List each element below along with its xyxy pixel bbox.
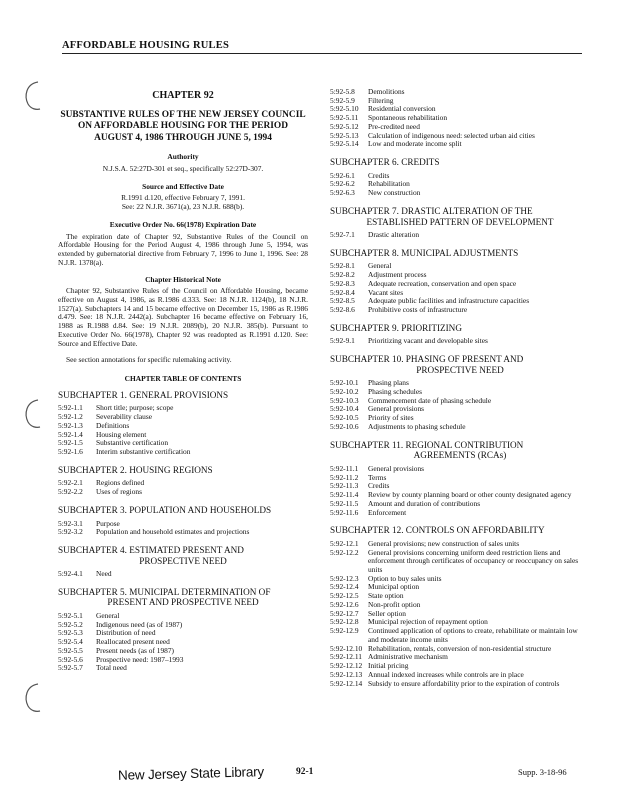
- subchapter-title-continued: PRESENT AND PROSPECTIVE NEED: [107, 597, 259, 608]
- section-title: Non-profit option: [368, 599, 421, 609]
- toc-section-row: [330, 509, 590, 518]
- section-number: 5:92-8.1: [330, 261, 355, 271]
- section-title: Demolitions: [368, 87, 405, 96]
- section-number: 5:92-8.2: [330, 270, 355, 280]
- section-number: 5:92-5.4: [58, 637, 83, 647]
- toc-section-row: [330, 680, 590, 689]
- chapter-title: CHAPTER 92: [152, 90, 214, 101]
- section-title: New construction: [368, 188, 421, 198]
- exec-order-heading: Executive Order No. 66(1978) Expiration Date: [109, 219, 257, 229]
- section-title: Filtering: [368, 95, 394, 105]
- section-title: Pre-credited need: [368, 121, 420, 131]
- section-number: 5:92-7.1: [330, 230, 355, 240]
- source-text-2: See: 22 N.J.R. 3671(a), 23 N.J.R. 688(b).: [121, 202, 245, 212]
- section-number: 5:92-1.6: [58, 447, 83, 457]
- section-title: Severability clause: [96, 412, 153, 422]
- section-number: 5:92-12.9: [330, 626, 359, 636]
- section-number: 5:92-10.1: [330, 378, 359, 388]
- page-number: 92-1: [296, 767, 314, 777]
- running-header: AFFORDABLE HOUSING RULES: [62, 40, 582, 54]
- subchapter-title: SUBCHAPTER 4. ESTIMATED PRESENT AND: [58, 544, 244, 555]
- section-number: 5:92-6.3: [330, 188, 355, 198]
- section-title: Low and moderate income split: [368, 139, 462, 149]
- section-number: 5:92-11.2: [330, 472, 359, 482]
- section-number: 5:92-12.12: [330, 661, 363, 671]
- section-title: Vacant sites: [368, 287, 404, 297]
- section-title: General provisions: [368, 463, 425, 473]
- section-number: 5:92-5.7: [58, 663, 83, 673]
- toc-section-row: [58, 570, 308, 579]
- section-title: General provisions: [368, 404, 425, 414]
- toc-section-row: [58, 664, 308, 673]
- continued-section-list: [330, 88, 590, 149]
- section-title: Residential conversion: [368, 104, 436, 114]
- section-number: 5:92-5.14: [330, 139, 359, 149]
- section-title: Need: [96, 569, 112, 579]
- section-number: 5:92-11.6: [330, 507, 359, 517]
- toc-section-row: [330, 231, 590, 240]
- section-number: 5:92-6.2: [330, 179, 355, 189]
- section-title: General provisions concerning uniform deed restriction liens and enforcement through certificates of occupancy or reoccupancy on sales units: [368, 547, 579, 575]
- section-number: 5:92-11.4: [330, 490, 359, 500]
- section-number: 5:92-5.2: [58, 619, 83, 629]
- authority-heading: Authority: [167, 152, 199, 162]
- section-number: 5:92-1.5: [58, 438, 83, 448]
- section-title: Administrative mechanism: [368, 652, 448, 662]
- section-title: Purpose: [96, 518, 120, 528]
- subchapter-title-continued: PROSPECTIVE NEED: [139, 555, 227, 566]
- section-title: Rehabilitation: [368, 179, 410, 189]
- section-number: 5:92-10.2: [330, 387, 359, 396]
- subchapter-heading: [330, 525, 590, 536]
- subchapter-heading: [330, 248, 590, 259]
- subchapter-title: SUBCHAPTER 1. GENERAL PROVISIONS: [58, 389, 229, 400]
- section-title: Indigenous need (as of 1987): [96, 619, 183, 629]
- section-title: Regions defined: [96, 478, 145, 488]
- section-number: 5:92-2.1: [58, 478, 83, 488]
- section-title: General provisions; new construction of sales units: [368, 538, 520, 548]
- section-number: 5:92-12.10: [330, 643, 363, 653]
- section-title: State option: [368, 591, 404, 601]
- section-title: General: [96, 611, 120, 621]
- section-number: 5:92-1.2: [58, 412, 83, 422]
- section-title: Calculation of indigenous need: selected urban aid cities: [368, 130, 535, 140]
- section-number: 5:92-10.3: [330, 395, 359, 405]
- toc-section-row: [330, 189, 590, 198]
- section-number: 5:92-12.8: [330, 617, 359, 627]
- toc-section-row: [330, 337, 590, 346]
- section-title: Population and household estimates and projections: [96, 527, 250, 537]
- section-title: Municipal rejection of repayment option: [368, 617, 488, 627]
- subchapter-title-continued: PROSPECTIVE NEED: [416, 364, 504, 375]
- exec-order-text: The expiration date of Chapter 92, Substantive Rules of the Council on Affordable Housing for the Period August 4, 1986 through June 5, 1994, was extended by gubernatorial directive from February 7, 1996 to June 1, 1996. See: 28 N.J.R. 1378(a).: [58, 231, 308, 267]
- section-number: 5:92-10.5: [330, 413, 359, 423]
- section-number: 5:92-2.2: [58, 487, 83, 497]
- section-title: Option to buy sales units: [368, 573, 442, 583]
- section-title: Distribution of need: [96, 628, 156, 638]
- subchapter-title: SUBCHAPTER 2. HOUSING REGIONS: [58, 464, 213, 475]
- section-number: 5:92-5.10: [330, 104, 359, 114]
- section-title: Initial pricing: [368, 661, 409, 671]
- toc-section-row: [330, 306, 590, 315]
- toc-heading: CHAPTER TABLE OF CONTENTS: [124, 374, 242, 384]
- subchapter-title: SUBCHAPTER 3. POPULATION AND HOUSEHOLDS: [58, 504, 272, 515]
- section-number: 5:92-12.2: [330, 547, 359, 557]
- source-text-1: R.1991 d.120, effective February 7, 1991.: [121, 193, 245, 203]
- section-number: 5:92-1.1: [58, 403, 83, 413]
- section-title: Substantive certification: [96, 438, 169, 448]
- section-title: Seller option: [368, 608, 406, 618]
- section-title: Present needs (as of 1987): [96, 645, 174, 655]
- section-number: 5:92-3.2: [58, 527, 83, 537]
- section-number: 5:92-10.6: [330, 421, 359, 431]
- historical-note-text: Chapter 92, Substantive Rules of the Council on Affordable Housing, became effective on August 4, 1986, as R.1986 d.333. See: 18 N.J.R. 1124(b), 18 N.J.R. 1527(a). Subchapters 14 and 15 became effective on December 15, 1986 as R.1986 d.479. See: 18 N.J.R. 2442(a). Subchapter 16 became effective on February 16, 1988 as R.1988 d.84. See: 19 N.J.R. 2089(b), 20 N.J.R. 385(b). Pursuant to Executive Order No. 66(1978), Chapter 92 was readopted as R.1991 d.120. See: Source and Effective Date.: [58, 286, 308, 348]
- section-number: 5:92-9.1: [330, 336, 355, 346]
- left-column: [58, 90, 308, 673]
- section-number: 5:92-4.1: [58, 569, 83, 579]
- section-number: 5:92-1.3: [58, 420, 83, 430]
- section-number: 5:92-5.11: [330, 113, 359, 123]
- section-number: 5:92-12.14: [330, 678, 363, 688]
- section-number: 5:92-12.13: [330, 669, 363, 679]
- section-number: 5:92-12.5: [330, 591, 359, 601]
- section-number: 5:92-11.3: [330, 481, 359, 491]
- toc-section-row: [58, 488, 308, 497]
- section-title: Adjustment process: [368, 270, 427, 280]
- subchapter-title-continued: AGREEMENTS (RCAs): [413, 450, 507, 461]
- section-title: Definitions: [96, 420, 130, 430]
- see-annotations-note: See section annotations for specific rulemaking activity.: [66, 355, 232, 365]
- binder-hole-mark: [20, 680, 46, 716]
- section-number: 5:92-11.1: [330, 463, 359, 473]
- chapter-subtitle: SUBSTANTIVE RULES OF THE NEW JERSEY COUNCIL ON AFFORDABLE HOUSING FOR THE PERIOD AUGUST 4, 1986 THROUGH JUNE 5, 1994: [60, 109, 306, 143]
- section-number: 5:92-12.7: [330, 608, 359, 618]
- section-title: General: [368, 261, 392, 271]
- right-column: [330, 88, 590, 688]
- section-title: Priority of sites: [368, 413, 414, 423]
- section-title: Prohibitive costs of infrastructure: [368, 305, 468, 315]
- section-title: Subsidy to ensure affordability prior to the expiration of controls: [368, 678, 560, 688]
- section-title: Enforcement: [368, 507, 407, 517]
- subchapter-title: SUBCHAPTER 10. PHASING OF PRESENT AND: [330, 354, 524, 365]
- section-title: Reallocated present need: [96, 637, 170, 647]
- toc-section-row: [330, 423, 590, 432]
- section-number: 5:92-5.9: [330, 95, 355, 105]
- toc-section-row: [58, 448, 308, 457]
- section-title: Prioritizing vacant and developable sites: [368, 336, 488, 346]
- section-number: 5:92-6.1: [330, 170, 355, 180]
- section-number: 5:92-3.1: [58, 518, 83, 528]
- section-title: Adjustments to phasing schedule: [368, 421, 466, 431]
- section-number: 5:92-1.4: [58, 429, 83, 439]
- subchapter-heading: [330, 206, 590, 227]
- section-number: 5:92-5.8: [330, 87, 355, 96]
- left-subchapter-list: [58, 390, 308, 673]
- subchapter-title: SUBCHAPTER 5. MUNICIPAL DETERMINATION OF: [58, 586, 271, 597]
- section-title: Drastic alteration: [368, 230, 420, 240]
- toc-section-row: [330, 549, 590, 575]
- section-title: Phasing plans: [368, 378, 409, 388]
- section-title: Credits: [368, 170, 390, 180]
- right-subchapter-list: [330, 157, 590, 688]
- section-title: Housing element: [96, 429, 147, 439]
- section-title: Terms: [368, 472, 387, 482]
- section-title: Amount and duration of contributions: [368, 498, 481, 508]
- section-title: Uses of regions: [96, 487, 142, 497]
- section-title: Prospective need: 1987–1993: [96, 654, 184, 664]
- section-number: 5:92-5.3: [58, 628, 83, 638]
- section-number: 5:92-10.4: [330, 404, 359, 414]
- library-stamp: New Jersey State Library: [117, 764, 265, 783]
- section-title: Short title; purpose; scope: [96, 403, 174, 413]
- section-number: 5:92-8.3: [330, 278, 355, 288]
- section-number: 5:92-12.3: [330, 573, 359, 583]
- section-title: Interim substantive certification: [96, 447, 191, 457]
- section-number: 5:92-8.4: [330, 287, 355, 297]
- section-title: Adequate recreation, conservation and open space: [368, 278, 517, 288]
- source-heading: Source and Effective Date: [142, 181, 224, 191]
- binder-hole-mark: [20, 78, 46, 114]
- subchapter-heading: [330, 157, 590, 168]
- section-number: 5:92-5.5: [58, 645, 83, 655]
- binder-hole-mark: [20, 396, 46, 432]
- section-title: Phasing schedules: [368, 387, 422, 396]
- section-number: 5:92-5.1: [58, 611, 83, 621]
- subchapter-title: SUBCHAPTER 7. DRASTIC ALTERATION OF THE: [330, 205, 533, 216]
- subchapter-title-continued: ESTABLISHED PATTERN OF DEVELOPMENT: [366, 216, 554, 227]
- subchapter-heading: [330, 440, 590, 461]
- section-title: Spontaneous rehabilitation: [368, 113, 448, 123]
- subchapter-heading: [58, 390, 308, 401]
- section-title: Review by county planning board or other county designated agency: [368, 490, 572, 500]
- section-title: Annual indexed increases while controls are in place: [368, 669, 524, 679]
- subchapter-heading: [58, 545, 308, 566]
- toc-section-row: [330, 627, 590, 644]
- section-number: 5:92-12.1: [330, 538, 359, 548]
- section-number: 5:92-5.13: [330, 130, 359, 140]
- subchapter-title: SUBCHAPTER 8. MUNICIPAL ADJUSTMENTS: [330, 247, 519, 258]
- subchapter-heading: [330, 354, 590, 375]
- subchapter-heading: [58, 465, 308, 476]
- section-title: Commencement date of phasing schedule: [368, 395, 492, 405]
- supplement-date: Supp. 3-18-96: [518, 767, 567, 777]
- section-number: 5:92-12.4: [330, 582, 359, 592]
- section-title: Rehabilitation, rentals, conversion of non-residential structure: [368, 643, 552, 653]
- historical-note-heading: Chapter Historical Note: [145, 274, 221, 284]
- section-title: Municipal option: [368, 582, 420, 592]
- subchapter-title: SUBCHAPTER 6. CREDITS: [330, 157, 440, 168]
- section-number: 5:92-5.12: [330, 121, 359, 131]
- subchapter-title: SUBCHAPTER 9. PRIORITIZING: [330, 322, 462, 333]
- subchapter-heading: [330, 323, 590, 334]
- section-title: Credits: [368, 481, 390, 491]
- toc-section-row: [58, 528, 308, 537]
- section-number: 5:92-11.5: [330, 498, 359, 508]
- toc-section-row: [330, 140, 590, 149]
- section-number: 5:92-12.11: [330, 652, 362, 662]
- section-number: 5:92-8.5: [330, 296, 355, 306]
- section-number: 5:92-12.6: [330, 599, 359, 609]
- subchapter-title: SUBCHAPTER 11. REGIONAL CONTRIBUTION: [330, 439, 524, 450]
- section-title: Continued application of options to create, rehabilitate or maintain low and moderate income units: [368, 626, 578, 644]
- subchapter-heading: [58, 505, 308, 516]
- section-title: Adequate public facilities and infrastructure capacities: [368, 296, 530, 306]
- subchapter-title: SUBCHAPTER 12. CONTROLS ON AFFORDABILITY: [330, 525, 545, 536]
- section-title: Total need: [96, 663, 127, 673]
- section-number: 5:92-8.6: [330, 305, 355, 315]
- subchapter-heading: [58, 587, 308, 608]
- authority-text: N.J.S.A. 52:27D-301 et seq., specifically 52:27D-307.: [102, 163, 264, 173]
- section-number: 5:92-5.6: [58, 654, 83, 664]
